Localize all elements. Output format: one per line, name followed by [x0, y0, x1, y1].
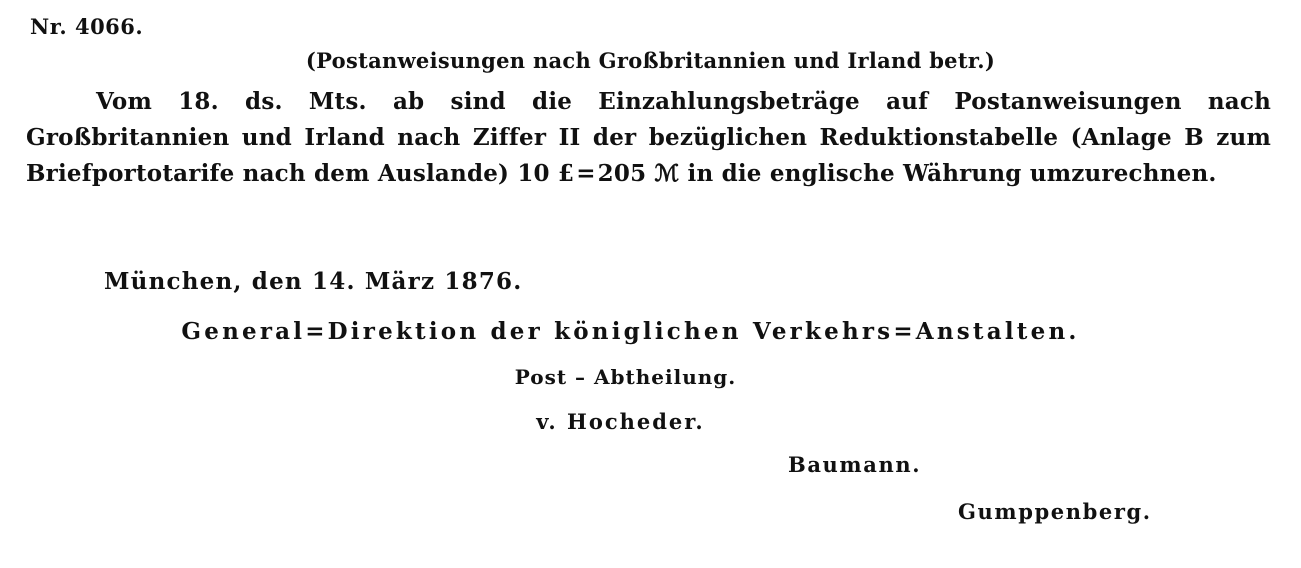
signature-baumann: Baumann. — [788, 452, 922, 477]
signature-gumppenberg: Gumppenberg. — [958, 499, 1152, 524]
body-text-part-2: in die englische Währung umzurechnen. — [679, 160, 1217, 187]
document-number: Nr. 4066. — [30, 14, 144, 39]
equals-sign: = — [576, 160, 596, 187]
document-subject-line: (Postanweisungen nach Großbritannien und Irland betr.) — [305, 48, 996, 73]
body-text-part-1: Vom 18. ds. Mts. ab sind die Einzahlungsbeträge auf Postanweisungen nach Großbritannien und Irland nach Ziffer II der bezüglichen Reduktionstabelle (Anlage B zum Briefportotarife nach dem Auslande) 10 — [26, 88, 1271, 187]
currency-symbol-pounds: £ — [557, 160, 575, 187]
department-name: Post – Abtheilung. — [514, 365, 737, 389]
place-and-date: München, den 14. März 1876. — [104, 268, 523, 295]
issuing-authority: General=Direktion der königlichen Verkehrs=Anstalten. — [181, 318, 1080, 345]
signature-hocheder: v. Hocheder. — [536, 409, 705, 434]
document-body — [26, 84, 1271, 192]
currency-amount-marks: 205 ℳ — [597, 160, 680, 187]
